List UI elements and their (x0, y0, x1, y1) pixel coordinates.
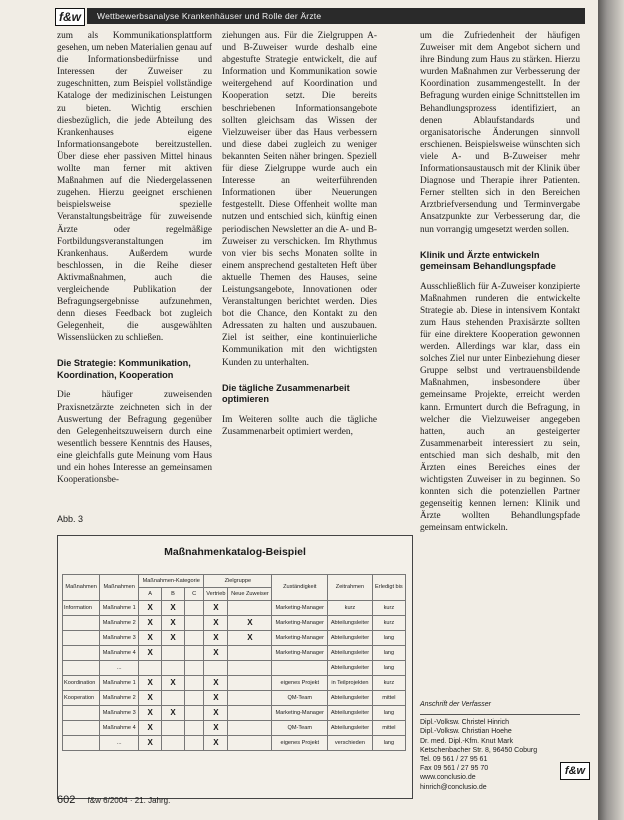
table-row (63, 691, 406, 706)
table-cell-category: Kooperation (63, 691, 100, 706)
text-column-2 (222, 30, 377, 500)
table-cell-new-referrers (228, 601, 272, 616)
column-subheader: C (184, 588, 203, 601)
column-subheader: A (139, 588, 162, 601)
table-cell-category (63, 736, 100, 751)
page-number: 602 (57, 794, 76, 806)
table-row (63, 721, 406, 736)
table-cell-group-a: X (139, 691, 162, 706)
table-cell-group-a: X (139, 631, 162, 646)
table-cell-group-b: X (162, 616, 185, 631)
page-footer (57, 794, 170, 806)
table-cell-due: kurz (372, 676, 405, 691)
column-subheader: B (162, 588, 185, 601)
table-cell-new-referrers (228, 661, 272, 676)
table-cell-measure: Maßnahme 3 (100, 706, 139, 721)
table-cell-due: kurz (372, 601, 405, 616)
table-cell-group-b: X (162, 706, 185, 721)
address-line: Tel. 09 561 / 27 95 61 (420, 756, 488, 764)
section-heading: Klinik und Ärzte entwickeln gemeinsam Behandlungspfade (420, 249, 556, 272)
table-cell-owner: Marketing-Manager (272, 616, 328, 631)
table-cell-measure: Maßnahme 1 (100, 676, 139, 691)
table-cell-timeframe: Abteilungsleiter (328, 646, 373, 661)
table-cell-category (63, 721, 100, 736)
paragraph: Im Weiteren sollte auch die tägliche Zusammenarbeit optimiert werden, (222, 414, 377, 437)
paragraph: Ausschließlich für A-Zuweiser konzipierte Maßnahmen runderen die entwickelte Strategie ab. Diese in intensivem Kontakt zum Haus stehenden Praxisärzte sollten für eine direktere Kooperation gewonnen werden. Allerdings war klar, dass ein solches Ziel nur unter Einbeziehung dieser Gruppe selbst und vertrauensbildende Maßnahmen, insbesondere über gemeinsame Projekte, erreicht werden kann. Ermuntert durch die Befragung, in welcher die Vielzuweiser angegeben hatten, auch an gesteigerter Zusammenarbeit interessiert zu sein, entschied man sich deshalb, mit den Ärzten eines Bereiches eines der wichtigsten Zuweiser in zu beginnen. So konnten sich die potenziellen Partner gegenseitig kennen lernen: Klinik und Ärzte wollten Behandlungspfade gemeinsam entwickeln. (420, 281, 580, 534)
table-cell-measure: Maßnahme 4 (100, 721, 139, 736)
column-header: Zuständigkeit (272, 575, 328, 601)
address-title: Anschrift der Verfasser (420, 701, 491, 708)
table-cell-due: lang (372, 661, 405, 676)
table-cell-group-c (184, 616, 203, 631)
table-cell-new-referrers (228, 691, 272, 706)
table-cell-group-b (162, 721, 185, 736)
table-row (63, 661, 406, 676)
table-cell-new-referrers: X (228, 631, 272, 646)
table-cell-group-a: X (139, 736, 162, 751)
table-cell-group-a: X (139, 721, 162, 736)
table-cell-timeframe: in Teilprojekten (328, 676, 373, 691)
table-cell-owner (272, 661, 328, 676)
text-column-3 (420, 30, 580, 640)
section-heading: Die tägliche Zusammenarbeit optimieren (222, 382, 350, 405)
table-cell-new-referrers: X (228, 616, 272, 631)
table-cell-owner: Marketing-Manager (272, 646, 328, 661)
table-cell-due: kurz (372, 616, 405, 631)
table-cell-group-b: X (162, 676, 185, 691)
author-address (420, 700, 580, 792)
table-cell-group-b: X (162, 601, 185, 616)
table-cell-sales: X (204, 721, 228, 736)
table-cell-sales: X (204, 631, 228, 646)
magazine-logo: f&w (55, 8, 85, 26)
table-cell-group-a: X (139, 601, 162, 616)
table-cell-sales (204, 661, 228, 676)
table-cell-group-c (184, 721, 203, 736)
table-body (63, 601, 406, 751)
issue-info: f&w 6/2004 · 21. Jahrg. (87, 796, 171, 805)
table-cell-timeframe: Abteilungsleiter (328, 631, 373, 646)
table-cell-group-c (184, 631, 203, 646)
measures-table (62, 574, 406, 751)
table-cell-group-c (184, 601, 203, 616)
table-cell-due: lang (372, 736, 405, 751)
table-cell-owner: Marketing-Manager (272, 706, 328, 721)
section-heading: Die Strategie: Kommunikation, Koordination, Kooperation (57, 358, 191, 380)
page-edge (598, 0, 624, 820)
table-cell-owner: eigenes Projekt (272, 736, 328, 751)
section-title-bar: Wettbewerbsanalyse Krankenhäuser und Rolle der Ärzte (87, 8, 585, 24)
table-cell-category (63, 661, 100, 676)
paragraph: Die häufiger zuweisenden Praxisnetzärzte zeichneten sich in der Auswertung der Befragung gegenüber den Gelegenheitszuweisern durch eine wesentlich bessere Kenntnis des Hauses, eine gleichfalls gute Meinung vom Haus und ein hohes Interesse an gemeinsamen Kooperationsbe- (57, 390, 212, 486)
figure-title: Maßnahmenkatalog-Beispiel (164, 546, 306, 558)
table-cell-category (63, 616, 100, 631)
address-line: Dr. med. Dipl.-Kfm. Knut Mark (420, 737, 513, 745)
table-cell-due: mittel (372, 691, 405, 706)
table-cell-group-b (162, 646, 185, 661)
table-cell-group-c (184, 676, 203, 691)
footer-logo: f&w (560, 762, 590, 780)
table-cell-owner: QM-Team (272, 691, 328, 706)
table-cell-new-referrers (228, 706, 272, 721)
table-cell-group-b: X (162, 631, 185, 646)
table-cell-category (63, 631, 100, 646)
table-cell-category: Koordination (63, 676, 100, 691)
table-row (63, 736, 406, 751)
table-cell-owner: QM-Team (272, 721, 328, 736)
column-header: Zeitrahmen (328, 575, 373, 601)
table-cell-measure: Maßnahme 1 (100, 601, 139, 616)
column-header: Maßnahmen (100, 575, 139, 601)
paragraph: zum als Kommunikationsplattform gesehen, um neben Materialien genau auf die Informationsbedürfnisse und Interessen der Zuweiser zu zugeschnitten, zum Beispiel vollständige Kataloge der medizinischen Leistungen zu bieten. Wichtig erschien diesbezüglich, die jede Abteilung des Krankenhauses eigene Informationsangebote bereitzustellen. Über diese eher passiven Mittel hinaus wollte man ferner mit aktiven Maßnahmen auf die Niedergelassenen zugehen. Hierzu geeignet erschienen beispielsweise spezielle Veranstaltungsbeiträge für zuweisende Ärzte oder regelmäßige Fortbildungsveranstaltungen im Krankenhaus. Außerdem wurde beschlossen, in die Reihe dieser Aktivmaßnahmen, auch die vergleichende Publikation der Befragungsergebnisse aufzunehmen, denn dieses Feedback bot zugleich Gelegenheit, die ausgewählten Wissenslücken zu schließen. (57, 31, 212, 344)
table-cell-sales: X (204, 691, 228, 706)
figure-box (57, 535, 413, 799)
page-header (55, 8, 585, 26)
table-cell-new-referrers (228, 721, 272, 736)
table-cell-due: lang (372, 631, 405, 646)
table-cell-category: Information (63, 601, 100, 616)
table-row (63, 631, 406, 646)
table-cell-timeframe: verschieden (328, 736, 373, 751)
table-cell-owner: Marketing-Manager (272, 601, 328, 616)
divider (420, 714, 580, 715)
column-header: Zielgruppe (204, 575, 272, 588)
table-cell-measure: ... (100, 736, 139, 751)
table-cell-group-a: X (139, 646, 162, 661)
table-cell-measure: Maßnahme 2 (100, 616, 139, 631)
column-subheader: Neue Zuweiser (228, 588, 272, 601)
table-cell-measure: ... (100, 661, 139, 676)
paragraph: ziehungen aus. Für die Zielgruppen A- und B-Zuweiser wurde deshalb eine abgestufte Strategie entwickelt, die auf Information und Kommunikation sowie weitergehend auf Koordination und Kooperation setzt. Die bereits beschriebenen Informationsangebote sollten gleichsam das Wissen der Vielzuweiser über das Haus verbessern und diese dabei zugleich zu weniger bekannten Seiten näher bringen. Speziell für diese Zielgruppe wurde auch ein Interesse an weiterführenden Informationen über Neuerungen festgestellt. Diese Offenheit wollte man nutzen und entschied sich, künftig einen periodischen Newsletter an die A- und B-Zuweiser zu verschicken. Im Rhythmus von vier bis sechs Monaten sollte in einem ansprechend gestalteten Heft über aktuelle Themen des Hauses, seine Leistungsangebote, Innovationen oder Veranstaltungen berichtet werden. Dies bot die Chance, den Kontakt zu den Adressaten zu halten und auszubauen. Ziel ist seither, eine kontinuierliche Kommunikation mit den wichtigsten Kunden zu unterhalten. (222, 31, 377, 368)
table-cell-due: lang (372, 646, 405, 661)
table-cell-group-b (162, 736, 185, 751)
table-row (63, 616, 406, 631)
table-row (63, 706, 406, 721)
address-line: Ketschenbacher Str. 8, 96450 Coburg (420, 746, 538, 754)
column-subheader: Vertrieb (204, 588, 228, 601)
column-header: Maßnahmen-Kategorie (139, 575, 204, 588)
table-row (63, 676, 406, 691)
table-cell-due: lang (372, 706, 405, 721)
table-cell-group-c (184, 706, 203, 721)
table-cell-group-b (162, 691, 185, 706)
table-cell-timeframe: Abteilungsleiter (328, 691, 373, 706)
table-row (63, 601, 406, 616)
table-cell-owner: Marketing-Manager (272, 631, 328, 646)
table-cell-category (63, 646, 100, 661)
table-cell-new-referrers (228, 736, 272, 751)
table-cell-sales: X (204, 646, 228, 661)
table-cell-category (63, 706, 100, 721)
table-row (63, 646, 406, 661)
table-header-row (63, 575, 406, 588)
table-cell-measure: Maßnahme 4 (100, 646, 139, 661)
table-cell-timeframe: Abteilungsleiter (328, 721, 373, 736)
figure-label: Abb. 3 (57, 514, 84, 524)
table-cell-sales: X (204, 601, 228, 616)
table-cell-sales: X (204, 706, 228, 721)
address-line: Fax 09 561 / 27 95 70 (420, 765, 489, 773)
address-line: www.conclusio.de (420, 774, 476, 782)
table-cell-sales: X (204, 616, 228, 631)
table-cell-timeframe: Abteilungsleiter (328, 661, 373, 676)
table-cell-group-c (184, 736, 203, 751)
table-cell-group-c (184, 661, 203, 676)
column-header: Maßnahmen (63, 575, 100, 601)
table-cell-timeframe: Abteilungsleiter (328, 706, 373, 721)
paragraph: um die Zufriedenheit der häufigen Zuweiser mit dem Angebot sichern und ihre Bindung zum Haus zu stärken. Hierzu wurden Maßnahmen zur Verbesserung der Koordination zusammengestellt. In der Befragung wurden einige Schnittstellen im Behandlungsprozess identifiziert, an denen Ablaufstandards und organisatorische Änderungen sinnvoll erschienen. Beispielsweise wünschten sich viele A- und B-Zuweiser mehr Informationsaustausch mit der Klinik über Diagnose und Therapie ihrer Patienten. Ferner stellten sich in den Bereichen Arztbriefversendung und Terminvergabe Ansatzpunkte zur Verbesserung dar, die nun vorrangig umgesetzt werden sollen. (420, 31, 580, 235)
address-line: hinrich@conclusio.de (420, 783, 487, 791)
table-cell-group-c (184, 646, 203, 661)
table-cell-due: mittel (372, 721, 405, 736)
table-cell-group-a: X (139, 706, 162, 721)
column-header: Erledigt bis (372, 575, 405, 601)
table-cell-measure: Maßnahme 2 (100, 691, 139, 706)
table-cell-group-b (162, 661, 185, 676)
table-cell-group-a: X (139, 676, 162, 691)
table-cell-sales: X (204, 676, 228, 691)
table-cell-sales: X (204, 736, 228, 751)
table-cell-group-a: X (139, 616, 162, 631)
table-cell-measure: Maßnahme 3 (100, 631, 139, 646)
text-column-1 (57, 30, 212, 500)
table-cell-new-referrers (228, 646, 272, 661)
table-cell-owner: eigenes Projekt (272, 676, 328, 691)
table-cell-new-referrers (228, 676, 272, 691)
address-line: Dipl.-Volksw. Christel Hinrich (420, 719, 510, 727)
table-cell-group-c (184, 691, 203, 706)
address-line: Dipl.-Volksw. Christian Hoehe (420, 728, 512, 736)
table-cell-timeframe: kurz (328, 601, 373, 616)
table-cell-timeframe: Abteilungsleiter (328, 616, 373, 631)
table-cell-group-a (139, 661, 162, 676)
